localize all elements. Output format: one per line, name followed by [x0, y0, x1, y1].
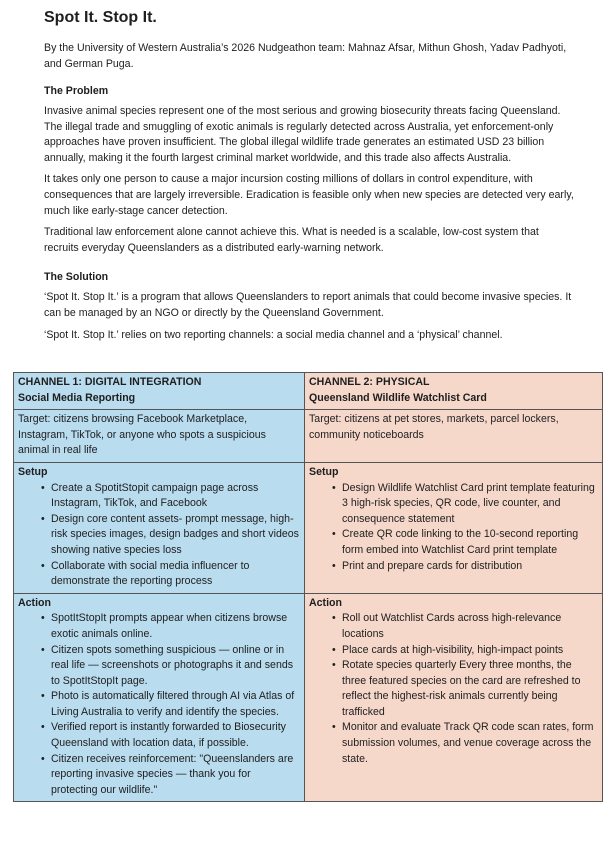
header-row	[14, 373, 603, 410]
list-item: • Photo is automatically filtered through AI via Atlas of Living Australia to verify and identify the species.	[48, 689, 300, 720]
problem-paragraph-1: Invasive animal species represent one of the most serious and growing biosecurity threats facing Queensland. The illegal trade and smuggling of exotic animals is regularly detected across Australia, yet enforcement-only approaches have proven insufficient. The global illegal wildlife trade generates an estimated USD 23 billion annually, making it the fourth largest criminal market worldwide, and this trade also affects Australia.	[44, 105, 561, 164]
channel1-action-list	[18, 611, 300, 798]
solution-heading: The Solution	[44, 271, 109, 284]
list-item: • Place cards at high-visibility, high-impact points	[339, 643, 598, 659]
problem-paragraph-3: Traditional law enforcement alone cannot achieve this. What is needed is a scalable, low-cost system that recruits everyday Queenslanders as a distributed early-warning network.	[44, 226, 539, 254]
list-item: • Citizen spots something suspicious — online or in real life — screenshots or photographs it and sends to SpotItStopIt page.	[48, 643, 300, 690]
action-row	[14, 593, 603, 802]
problem-heading: The Problem	[44, 85, 109, 97]
solution-paragraph-1: ‘Spot It. Stop It.’ is a program that allows Queenslanders to report animals that could become invasive species. It can be managed by an NGO or directly by the Queensland Government.	[44, 291, 572, 319]
target-row	[14, 410, 603, 463]
channel1-target: Target: citizens browsing Facebook Marketplace, Instagram, TikTok, or anyone who spots a suspicious animal in real life	[14, 410, 305, 463]
list-item: • Collaborate with social media influencer to demonstrate the reporting process	[48, 559, 300, 590]
list-item: • Print and prepare cards for distribution	[339, 559, 598, 575]
problem-paragraph-2: It takes only one person to cause a major incursion costing millions of dollars in control expenditure, with consequences that are largely irreversible. Eradication is feasible only when new species are detected very early, much like early-stage cancer detection.	[44, 173, 574, 217]
channel2-header-title: CHANNEL 2: PHYSICAL	[309, 376, 430, 388]
list-item: • Design core content assets- prompt message, high-risk species images, design badges and short videos showing native species loss	[48, 512, 300, 559]
list-item: • Create a SpotitStopit campaign page across Instagram, TikTok, and Facebook	[48, 481, 300, 512]
channel2-setup	[305, 462, 603, 593]
channel1-setup-label: Setup	[18, 465, 48, 478]
solution-paragraph-2: ‘Spot It. Stop It.’ relies on two reporting channels: a social media channel and a ‘physical’ channel.	[44, 328, 503, 341]
list-item: • Create QR code linking to the 10-second reporting form embed into Watchlist Card print template	[339, 527, 598, 558]
channel2-target: Target: citizens at pet stores, markets, parcel lockers, community noticeboards	[305, 410, 603, 463]
list-item: • Rotate species quarterly Every three months, the three featured species on the card are refreshed to reflect the highest-risk animals currently being trafficked	[339, 658, 598, 720]
channel1-header	[14, 373, 305, 410]
channel1-header-title: CHANNEL 1: DIGITAL INTEGRATION	[18, 376, 202, 388]
byline: By the University of Western Australia’s 2026 Nudgeathon team: Mahnaz Afsar, Mithun Ghosh, Yadav Padhyoti, and German Puga.	[44, 42, 567, 70]
list-item: • SpotItStopIt prompts appear when citizens browse exotic animals online.	[48, 611, 300, 642]
channel1-action-label: Action	[18, 596, 51, 609]
channel1-header-subtitle: Social Media Reporting	[18, 391, 136, 404]
channel2-action-label: Action	[309, 596, 342, 609]
list-item: • Verified report is instantly forwarded to Biosecurity Queensland with location data, if possible.	[48, 720, 300, 751]
channel1-action	[14, 593, 305, 802]
channel2-setup-label: Setup	[309, 465, 339, 478]
document-title: Spot It. Stop It.	[44, 9, 157, 26]
channels-table	[13, 372, 603, 802]
channel2-action-list	[309, 611, 598, 767]
list-item: • Roll out Watchlist Cards across high-relevance locations	[339, 611, 598, 642]
channel2-setup-list	[309, 481, 598, 575]
list-item: • Citizen receives reinforcement: "Queenslanders are reporting invasive species — thank you for protecting our wildlife."	[48, 752, 300, 799]
channel2-header-subtitle: Queensland Wildlife Watchlist Card	[309, 391, 487, 404]
channel2-action	[305, 593, 603, 802]
channel1-setup-list	[18, 481, 300, 590]
list-item: • Monitor and evaluate Track QR code scan rates, form submission volumes, and venue coverage across the state.	[339, 720, 598, 767]
setup-row	[14, 462, 603, 593]
channel1-setup	[14, 462, 305, 593]
list-item: • Design Wildlife Watchlist Card print template featuring 3 high-risk species, QR code, live counter, and consequence statement	[339, 481, 598, 528]
channel2-header	[305, 373, 603, 410]
